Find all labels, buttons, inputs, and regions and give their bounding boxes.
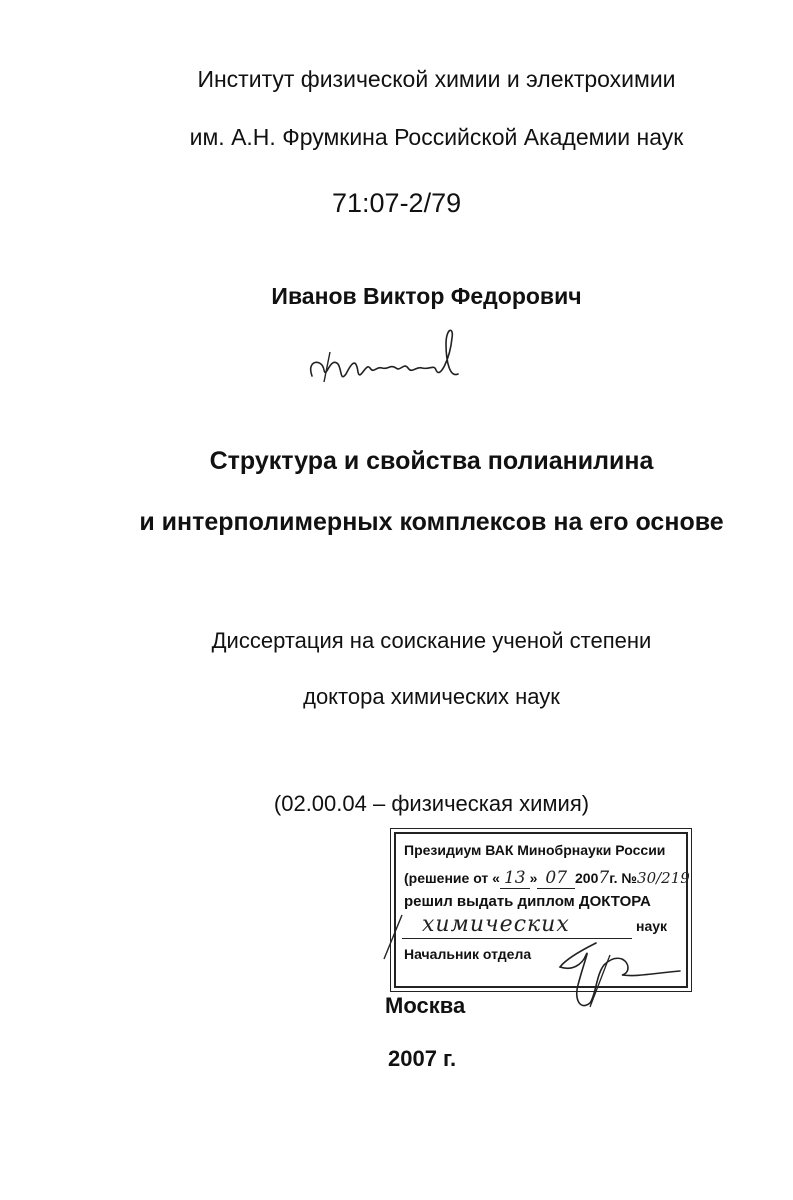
title-line-2: и интерполимерных комплексов на его основе xyxy=(139,508,724,536)
stamp-line-3: решил выдать диплом ДОКТОРА xyxy=(404,893,651,910)
institute-line-1: Институт физической химии и электрохимии xyxy=(197,66,676,92)
institute-line-2: им. А.Н. Фрумкина Российской Академии наук xyxy=(189,124,684,150)
dissertation-line-2: доктора химических наук xyxy=(303,684,560,709)
stamp-number-prefix: г. № xyxy=(609,870,638,886)
stamp-day: 13 xyxy=(500,868,530,889)
catalog-code: 71:07-2/79 xyxy=(332,188,462,218)
dissertation-line-1: Диссертация на соискание ученой степени xyxy=(211,628,652,653)
specialty: (02.00.04 – физическая химия) xyxy=(273,791,590,816)
stamp-line-1: Президиум ВАК Минобрнауки России xyxy=(404,842,666,858)
stamp-quote-close: » xyxy=(529,870,538,886)
stamp-line-2 xyxy=(404,868,690,888)
stamp-line-5: Начальник отдела xyxy=(404,946,532,962)
stamp-number: 30/219 xyxy=(637,869,690,887)
stamp-field-handwritten: химических xyxy=(422,912,570,937)
stamp-line-4-suffix: наук xyxy=(636,918,668,934)
author-name: Иванов Виктор Федорович xyxy=(271,283,582,309)
author-signature xyxy=(300,318,470,398)
stamp-year-prefix: 200 xyxy=(575,870,599,886)
stamp-month: 07 xyxy=(537,868,575,889)
city: Москва xyxy=(385,993,466,1018)
year: 2007 г. xyxy=(388,1046,457,1071)
stamp-decision-prefix: (решение от « xyxy=(404,870,500,886)
title-line-1: Структура и свойства полианилина xyxy=(209,447,654,475)
stamp-year-digit: 7 xyxy=(598,868,610,888)
